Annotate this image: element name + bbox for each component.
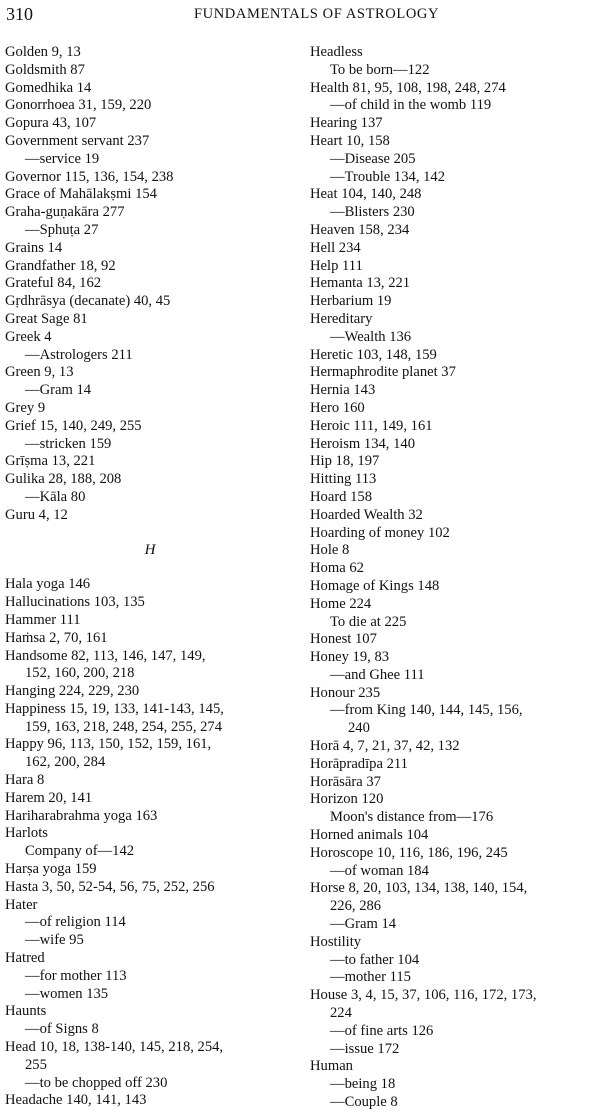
index-entry: Horā 4, 7, 21, 37, 42, 132	[310, 738, 460, 755]
index-entry: Haunts	[5, 1003, 47, 1020]
index-entry: Hero 160	[310, 399, 365, 416]
index-entry: Horned animals 104	[310, 827, 429, 844]
index-entry: Grace of Mahālakṣmi 154	[5, 186, 157, 203]
index-entry: Hariharabrahma yoga 163	[5, 807, 158, 824]
index-entry: Happy 96, 113, 150, 152, 159, 161,	[5, 736, 212, 753]
index-entry: Heaven 158, 234	[310, 221, 410, 238]
index-entry: Hostility	[310, 933, 362, 950]
index-entry-continuation: 224	[330, 1005, 352, 1022]
index-subentry: —mother 115	[330, 969, 411, 986]
index-entry: Hitting 113	[310, 471, 377, 488]
index-entry: Heretic 103, 148, 159	[310, 346, 437, 363]
index-entry: Heat 104, 140, 248	[310, 186, 422, 203]
index-subentry: —Blisters 230	[330, 204, 415, 221]
index-entry: Grateful 84, 162	[5, 275, 102, 292]
index-entry: Grīṣma 13, 221	[5, 453, 96, 470]
index-entry-continuation: 162, 200, 284	[25, 754, 106, 771]
index-entry: Gopura 43, 107	[5, 115, 97, 132]
index-subentry: —Gram 14	[330, 916, 397, 933]
section-letter-heading: H	[144, 541, 156, 558]
index-entry-continuation: 152, 160, 200, 218	[25, 665, 135, 682]
index-entry: Green 9, 13	[5, 364, 74, 381]
index-entry: Hole 8	[310, 542, 350, 559]
index-entry: Hereditary	[310, 310, 373, 327]
index-entry: Honest 107	[310, 631, 377, 648]
index-entry: Hemanta 13, 221	[310, 275, 411, 292]
index-entry: Grief 15, 140, 249, 255	[5, 417, 142, 434]
index-subentry: —Sphuṭa 27	[25, 221, 99, 238]
index-entry-continuation: 240	[348, 720, 370, 737]
index-subentry: —for mother 113	[25, 967, 127, 984]
index-entry: Hermaphrodite planet 37	[310, 364, 456, 381]
index-subentry: —Astrologers 211	[25, 346, 133, 363]
index-entry: Health 81, 95, 108, 198, 248, 274	[310, 79, 506, 96]
index-subentry: —Disease 205	[330, 150, 416, 167]
index-subentry: —of religion 114	[25, 914, 126, 931]
index-subentry: —being 18	[330, 1076, 396, 1093]
index-entry: Headache 140, 141, 143	[5, 1092, 147, 1109]
index-subentry: —issue 172	[330, 1040, 400, 1057]
index-entry: Horoscope 10, 116, 186, 196, 245	[310, 844, 508, 861]
index-entry: Hernia 143	[310, 382, 376, 399]
index-entry: Home 224	[310, 595, 372, 612]
index-entry: House 3, 4, 15, 37, 106, 116, 172, 173,	[310, 987, 537, 1004]
index-entry: Homa 62	[310, 560, 364, 577]
index-entry: Hammer 111	[5, 611, 81, 628]
index-subentry: —Kāla 80	[25, 488, 86, 505]
index-entry: Heroism 134, 140	[310, 435, 415, 452]
index-subentry: —Trouble 134, 142	[330, 168, 446, 185]
index-entry: Honour 235	[310, 684, 381, 701]
index-entry: Great Sage 81	[5, 310, 88, 327]
index-entry: Horāsāra 37	[310, 773, 381, 790]
index-entry: Hip 18, 197	[310, 453, 380, 470]
index-entry: Gṛdhrāsya (decanate) 40, 45	[5, 293, 171, 310]
index-entry: Homage of Kings 148	[310, 577, 440, 594]
index-entry: Guru 4, 12	[5, 506, 68, 523]
index-subentry: —from King 140, 144, 145, 156,	[330, 702, 523, 719]
index-entry: Hoarded Wealth 32	[310, 506, 423, 523]
index-entry-continuation: 159, 163, 218, 248, 254, 255, 274	[25, 718, 223, 735]
index-subentry: —of fine arts 126	[330, 1022, 434, 1039]
index-entry: Grains 14	[5, 239, 63, 256]
index-column-left	[5, 44, 295, 1110]
index-subentry: —and Ghee 111	[330, 666, 425, 683]
index-subentry: —Wealth 136	[330, 328, 412, 345]
index-entry: Hoard 158	[310, 488, 373, 505]
index-entry: Gulika 28, 188, 208	[5, 471, 122, 488]
index-entry: Greek 4	[5, 328, 52, 345]
index-entry: Horāpradīpa 211	[310, 755, 408, 772]
index-entry: Golden 9, 13	[5, 44, 81, 60]
index-subentry: —wife 95	[25, 932, 84, 949]
index-entry: Hater	[5, 896, 38, 913]
index-entry: Government servant 237	[5, 132, 150, 149]
index-entry: Gonorrhoea 31, 159, 220	[5, 97, 152, 114]
index-subentry: Company of—142	[25, 843, 135, 860]
index-subentry: —to be chopped off 230	[25, 1074, 168, 1091]
index-entry: Harlots	[5, 825, 48, 842]
index-subentry: To die at 225	[330, 613, 407, 630]
index-subentry: —stricken 159	[25, 435, 112, 452]
index-entry: Hatred	[5, 950, 45, 967]
index-entry: Hallucinations 103, 135	[5, 594, 145, 611]
index-entry: Graha-guṇakāra 277	[5, 204, 125, 221]
index-entry: Hara 8	[5, 772, 45, 789]
index-entry: Handsome 82, 113, 146, 147, 149,	[5, 647, 206, 664]
index-entry: Harṣa yoga 159	[5, 861, 97, 878]
index-subentry: —Couple 8	[330, 1094, 398, 1111]
index-entry: Hasta 3, 50, 52-54, 56, 75, 252, 256	[5, 878, 215, 895]
index-entry: Governor 115, 136, 154, 238	[5, 168, 174, 185]
index-subentry: —women 135	[25, 985, 109, 1002]
index-entry: Honey 19, 83	[310, 649, 390, 666]
index-entry: Happiness 15, 19, 133, 141-143, 145,	[5, 700, 224, 717]
index-entry: Grey 9	[5, 399, 46, 416]
index-entry: Hoarding of money 102	[310, 524, 450, 541]
index-entry: Hell 234	[310, 239, 361, 256]
index-entry: Goldsmith 87	[5, 61, 85, 78]
index-subentry: —Gram 14	[25, 382, 92, 399]
index-entry: Headless	[310, 44, 363, 60]
index-entry: Human	[310, 1058, 353, 1075]
index-subentry: Moon's distance from—176	[330, 809, 494, 826]
index-column-right	[310, 44, 596, 1112]
index-subentry: —service 19	[25, 150, 100, 167]
index-subentry: —of Signs 8	[25, 1021, 99, 1038]
index-entry: Harem 20, 141	[5, 789, 93, 806]
index-subentry: —of child in the womb 119	[330, 97, 492, 114]
index-entry-continuation: 226, 286	[330, 898, 382, 915]
index-entry: Help 111	[310, 257, 363, 274]
index-entry: Head 10, 18, 138-140, 145, 218, 254,	[5, 1039, 224, 1056]
index-subentry: To be born—122	[330, 61, 430, 78]
page-header	[6, 4, 592, 30]
index-subentry: —of woman 184	[330, 862, 429, 879]
index-entry: Hearing 137	[310, 115, 383, 132]
page-number: 310	[6, 4, 33, 24]
index-entry: Horse 8, 20, 103, 134, 138, 140, 154,	[310, 880, 528, 897]
index-entry: Hanging 224, 229, 230	[5, 683, 140, 700]
index-entry: Horizon 120	[310, 791, 384, 808]
index-entry-continuation: 255	[25, 1056, 47, 1073]
index-entry: Hala yoga 146	[5, 576, 91, 593]
running-title: FUNDAMENTALS OF ASTROLOGY	[194, 6, 440, 22]
index-entry: Grandfather 18, 92	[5, 257, 116, 274]
index-subentry: —to father 104	[330, 951, 420, 968]
index-entry: Herbarium 19	[310, 293, 392, 310]
index-entry: Heart 10, 158	[310, 132, 390, 149]
index-entry: Haṁsa 2, 70, 161	[5, 629, 108, 646]
index-entry: Heroic 111, 149, 161	[310, 417, 433, 434]
index-entry: Gomedhika 14	[5, 79, 92, 96]
